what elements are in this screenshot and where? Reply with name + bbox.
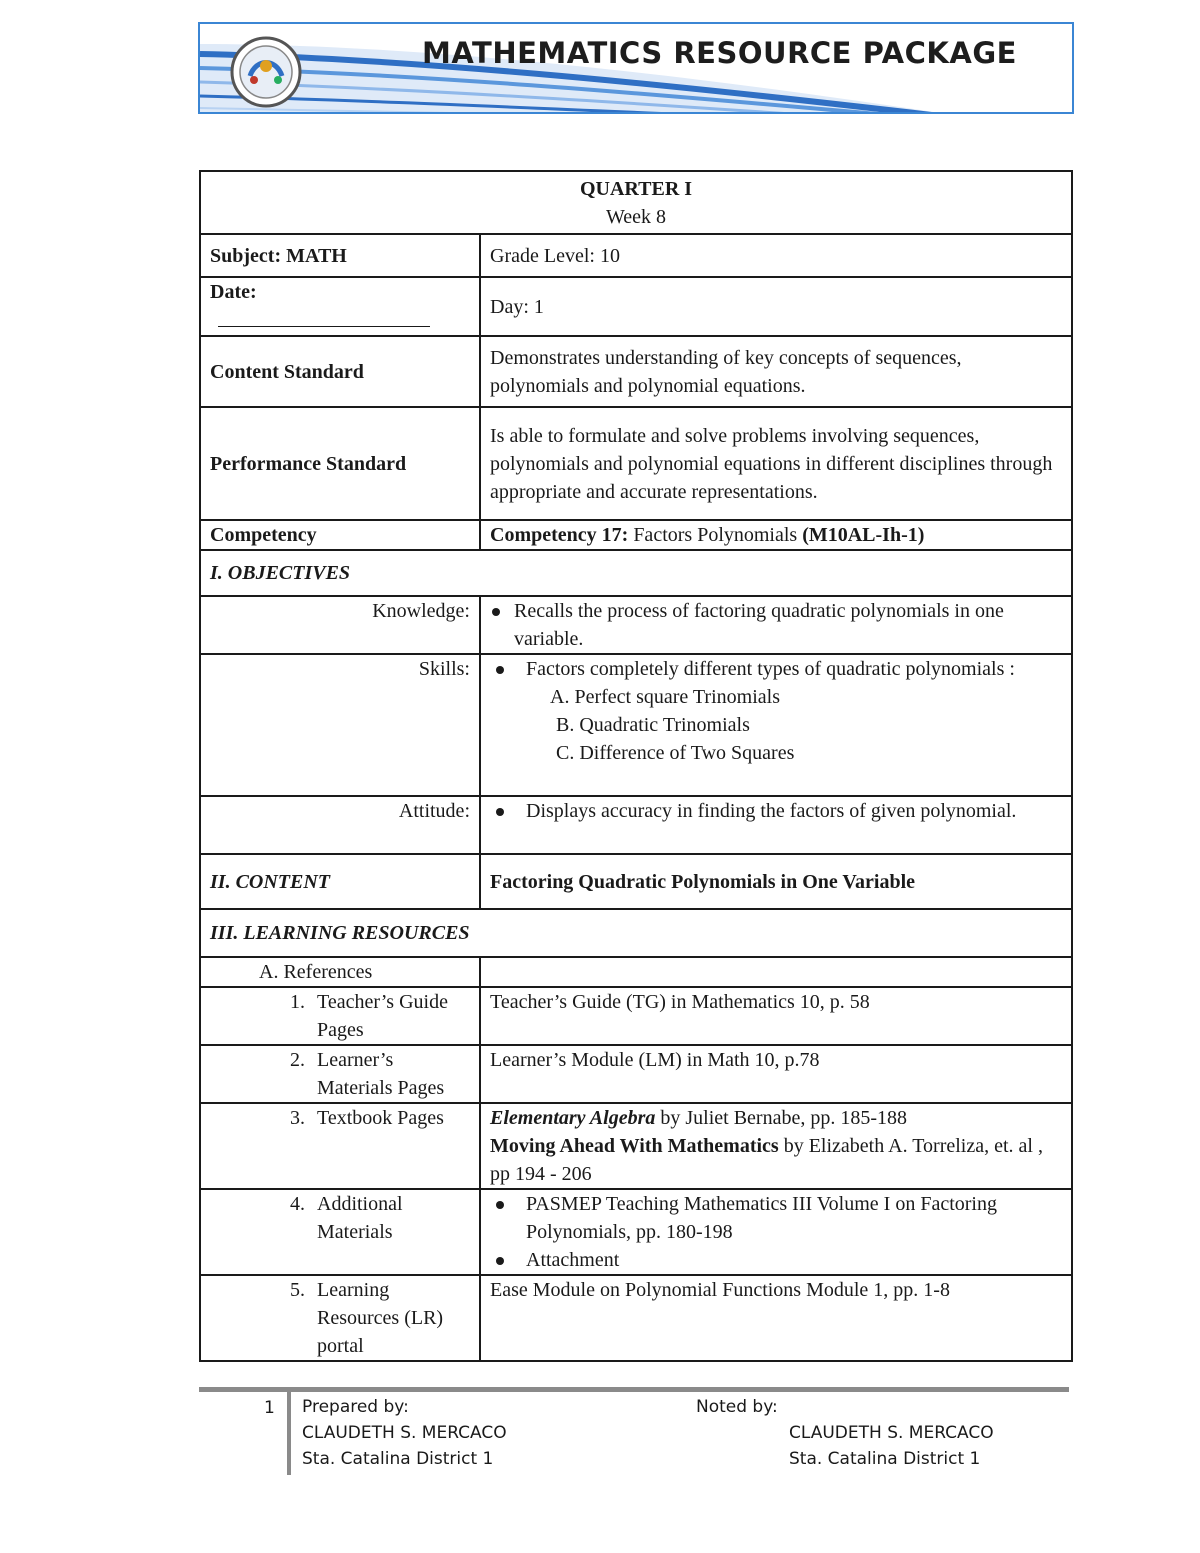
ref-label: Teacher’s Guide Pages [317,991,448,1041]
performance-standard-label: Performance Standard [200,407,480,520]
skill-type-b: B. Quadratic Trinomials [556,714,750,736]
date-blank-line [218,306,430,327]
skills-row [200,654,1072,796]
resources-heading: III. LEARNING RESOURCES [200,909,1072,957]
content-topic: Factoring Quadratic Polynomials in One Variable [480,854,1072,909]
attitude-row [200,796,1072,854]
grade-level: Grade Level: 10 [480,234,1072,277]
ref-value: Ease Module on Polynomial Functions Module 1, pp. 1-8 [480,1275,1072,1361]
performance-standard-row [200,407,1072,520]
content-heading: II. CONTENT [200,854,480,909]
skill-type-c: C. Difference of Two Squares [556,742,795,764]
competency-row [200,520,1072,550]
quarter-row [200,171,1072,234]
deped-seal-logo [230,36,302,108]
knowledge-label: Knowledge: [200,596,480,654]
references-label: A. References [200,957,480,987]
ref-number: 4. [290,1193,305,1215]
textbook-1-details: by Juliet Bernabe, pp. 185-188 [655,1107,907,1129]
additional-materials-list [490,1190,1062,1274]
textbook-2-details: by Elizabeth A. Torreliza, et. al , pp 194 - 206 [490,1135,1043,1185]
footer-rule [199,1387,1069,1392]
ref-number: 3. [290,1107,305,1129]
lesson-plan-table [199,170,1073,1362]
skills-list [490,655,1062,683]
subject-row [200,234,1072,277]
performance-standard-text: Is able to formulate and solve problems involving sequences, polynomials and polynomial equations in different disciplines through appropriate and accurate representations. [480,407,1072,520]
page-title: MATHEMATICS RESOURCE PACKAGE [422,36,1017,70]
additional-material-item: Attachment [490,1246,1062,1274]
date-label: Date: [210,281,257,303]
content-standard-row [200,336,1072,407]
day-label: Day: 1 [480,277,1072,336]
textbook-2 [490,1132,1062,1188]
noted-by-label: Noted by: [696,1397,778,1417]
references-row [200,957,1072,987]
ref-label: Learning Resources (LR) portal [317,1279,444,1357]
skills-item: Factors completely different types of quadratic polynomials : [490,655,1062,683]
ref-number: 2. [290,1049,305,1071]
competency-code: (M10AL-Ih-1) [802,524,925,546]
ref-row-additional [200,1189,1072,1275]
subject-label: Subject: MATH [200,234,480,277]
content-standard-label: Content Standard [200,336,480,407]
skill-type-a: A. Perfect square Trinomials [550,686,780,708]
ref-row-tg [200,987,1072,1045]
knowledge-item: Recalls the process of factoring quadratic polynomials in one variable. [490,597,1062,653]
attitude-list [490,797,1062,825]
week-label: Week 8 [605,205,667,228]
content-standard-text: Demonstrates understanding of key concepts of sequences, polynomials and polynomial equations. [480,336,1072,407]
date-row [200,277,1072,336]
objectives-heading: I. OBJECTIVES [200,550,1072,596]
objectives-heading-row [200,550,1072,596]
ref-number: 1. [290,991,305,1013]
ref-row-lm [200,1045,1072,1103]
ref-label: Additional Materials [317,1193,403,1243]
ref-value: Teacher’s Guide (TG) in Mathematics 10, p. 58 [480,987,1072,1045]
prepared-by-name: CLAUDETH S. MERCACO [302,1423,507,1443]
header-banner [198,22,1074,114]
ref-row-textbook [200,1103,1072,1189]
ref-value: Learner’s Module (LM) in Math 10, p.78 [480,1045,1072,1103]
ref-label: Learner’s Materials Pages [317,1049,445,1099]
textbook-1-title: Elementary Algebra [490,1107,656,1129]
page-number: 1 [264,1398,275,1418]
competency-label: Competency [200,520,480,550]
quarter-label: QUARTER I [579,177,693,200]
textbook-1 [490,1104,1062,1132]
ref-label: Textbook Pages [317,1107,444,1129]
noted-by-name: CLAUDETH S. MERCACO [789,1423,994,1443]
footer-divider [287,1387,291,1475]
competency-number: Competency 17: [490,524,629,546]
content-row [200,854,1072,909]
additional-material-item: PASMEP Teaching Mathematics III Volume I on Factoring Polynomials, pp. 180-198 [490,1190,1062,1246]
skills-label: Skills: [200,654,480,796]
resources-heading-row [200,909,1072,957]
prepared-by-district: Sta. Catalina District 1 [302,1449,494,1469]
noted-by-district: Sta. Catalina District 1 [789,1449,981,1469]
knowledge-list [490,597,1062,653]
ref-row-lr-portal [200,1275,1072,1361]
attitude-item: Displays accuracy in finding the factors of given polynomial. [490,797,1062,825]
knowledge-row [200,596,1072,654]
prepared-by-label: Prepared by: [302,1397,409,1417]
competency-text: Factors Polynomials [633,524,798,546]
ref-number: 5. [290,1279,305,1301]
textbook-2-title: Moving Ahead With Mathematics [490,1135,779,1157]
attitude-label: Attitude: [200,796,480,854]
